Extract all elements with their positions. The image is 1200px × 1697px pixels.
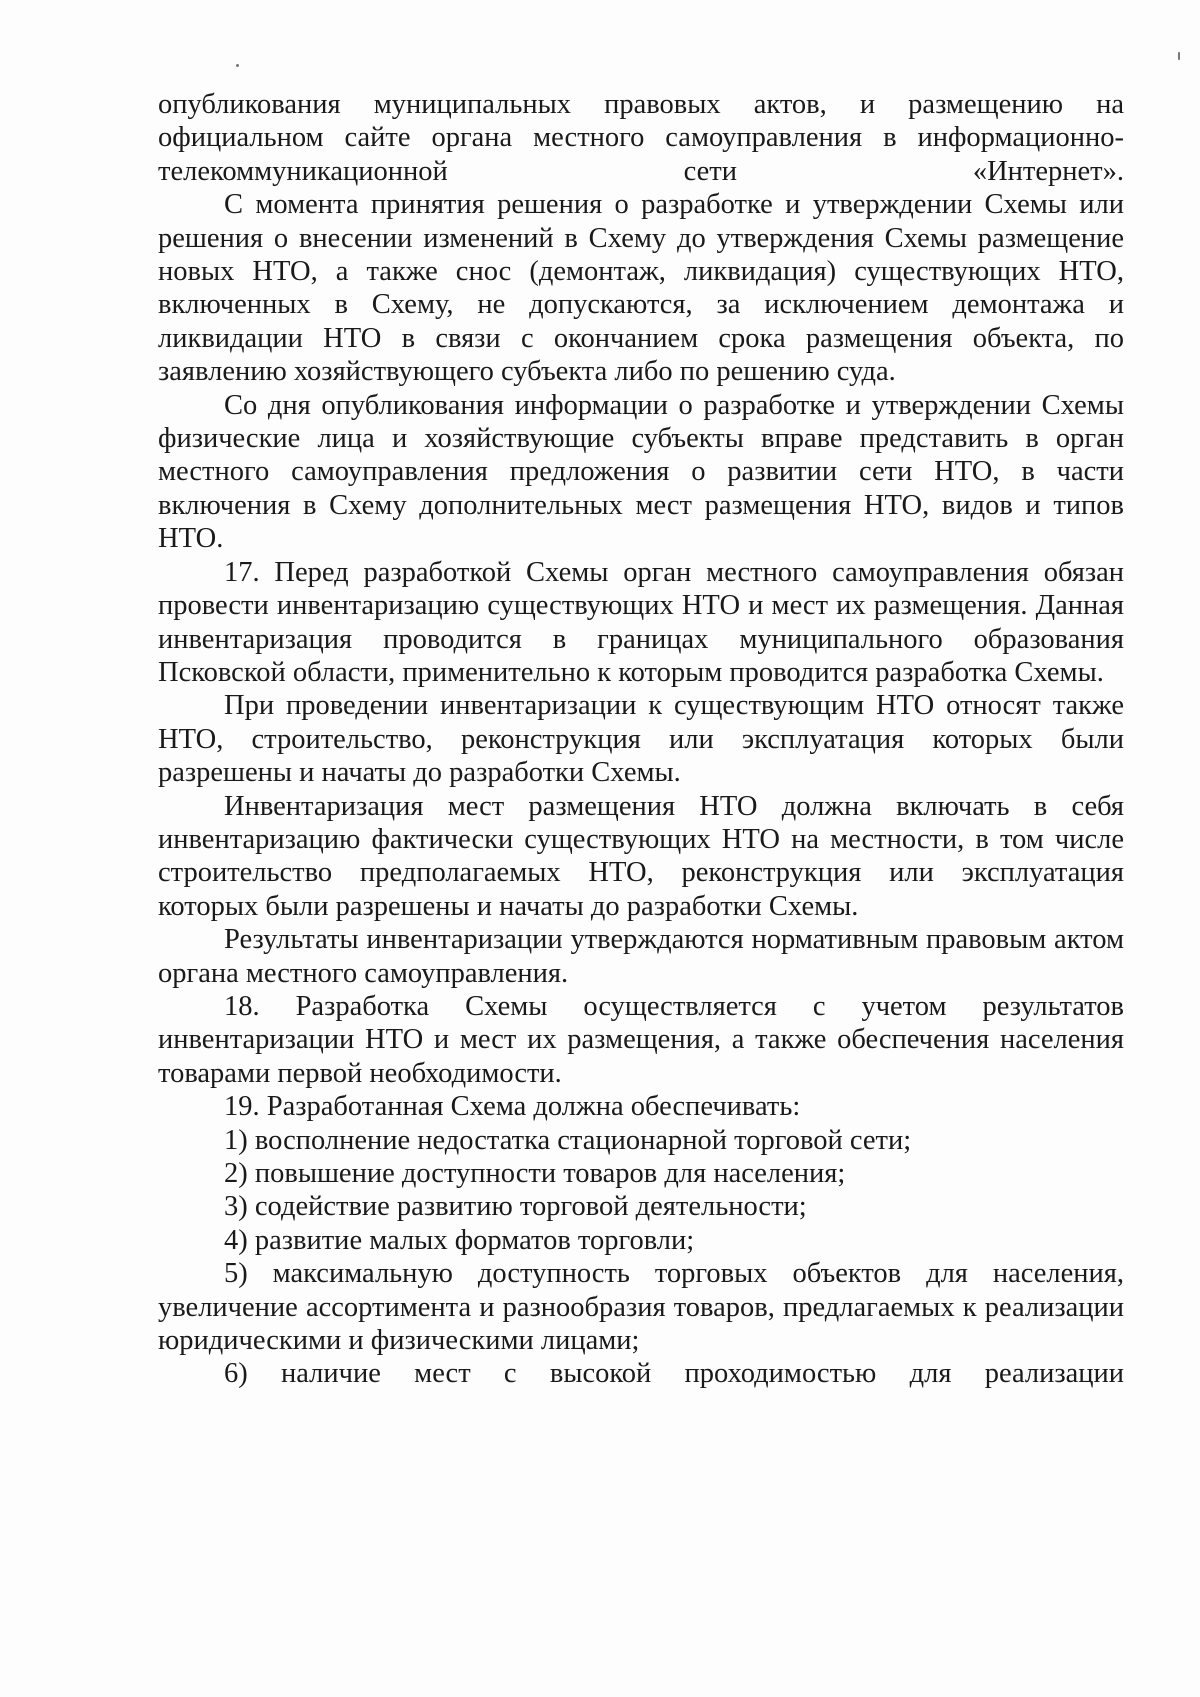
paragraph-item-17: 17. Перед разработкой Схемы орган местного самоуправления обязан провести инвентаризацию существующих НТО и мест их размещения. Данная инвентаризация проводится в границах муниципального образования Псковской области, применительно к которым проводится разработка Схемы. [158, 556, 1124, 688]
list-item-5: 5) максимальную доступность торговых объектов для населения, увеличение ассортимента и разнообразия товаров, предлагаемых к реализации юридическими и физическими лицами; [158, 1258, 1124, 1357]
list-item-1: 1) восполнение недостатка стационарной торговой сети; [224, 1124, 912, 1156]
document-body [158, 88, 1124, 1391]
scan-speck [236, 64, 239, 67]
paragraph-item-18: 18. Разработка Схемы осуществляется с учетом результатов инвентаризации НТО и мест их размещения, а также обеспечения населения товарами первой необходимости. [158, 990, 1124, 1089]
paragraph-inventory-scope: Инвентаризация мест размещения НТО должна включать в себя инвентаризацию фактически существующих НТО на местности, в том числе строительство предполагаемых НТО, реконструкция или эксплуатация которых были разрешены и начаты до разработки Схемы. [158, 790, 1124, 922]
scan-speck [1178, 52, 1180, 60]
list-item-6: 6) наличие мест с высокой проходимостью для реализации [224, 1358, 1124, 1390]
paragraph-continuation: опубликования муниципальных правовых актов, и размещению на официальном сайте органа местного самоуправления в информационно-телекоммуникационной сети «Интернет». [158, 89, 1124, 187]
paragraph-proposals: Со дня опубликования информации о разработке и утверждении Схемы физические лица и хозяйствующие субъекты вправе представить в орган местного самоуправления предложения о развитии сети НТО, в части включения в Схему дополнительных мест размещения НТО, видов и типов НТО. [158, 389, 1124, 555]
paragraph-existing-nto: При проведении инвентаризации к существующим НТО относят также НТО, строительство, реконструкция или эксплуатация которых были разрешены и начаты до разработки Схемы. [158, 690, 1124, 789]
list-item-3: 3) содействие развитию торговой деятельности; [224, 1191, 807, 1223]
list-item-2: 2) повышение доступности товаров для населения; [224, 1158, 846, 1189]
paragraph-inventory-results: Результаты инвентаризации утверждаются нормативным правовым актом органа местного самоуправления. [158, 924, 1124, 989]
paragraph-item-19: 19. Разработанная Схема должна обеспечивать: [224, 1091, 801, 1123]
paragraph-moratorium: С момента принятия решения о разработке и утверждении Схемы или решения о внесении изменений в Схему до утверждения Схемы размещение новых НТО, а также снос (демонтаж, ликвидация) существующих НТО, включенных в Схему, не допускаются, за исключением демонтажа и ликвидации НТО в связи с окончанием срока размещения объекта, по заявлению хозяйствующего субъекта либо по решению суда. [158, 189, 1124, 388]
list-item-4: 4) развитие малых форматов торговли; [224, 1224, 695, 1256]
